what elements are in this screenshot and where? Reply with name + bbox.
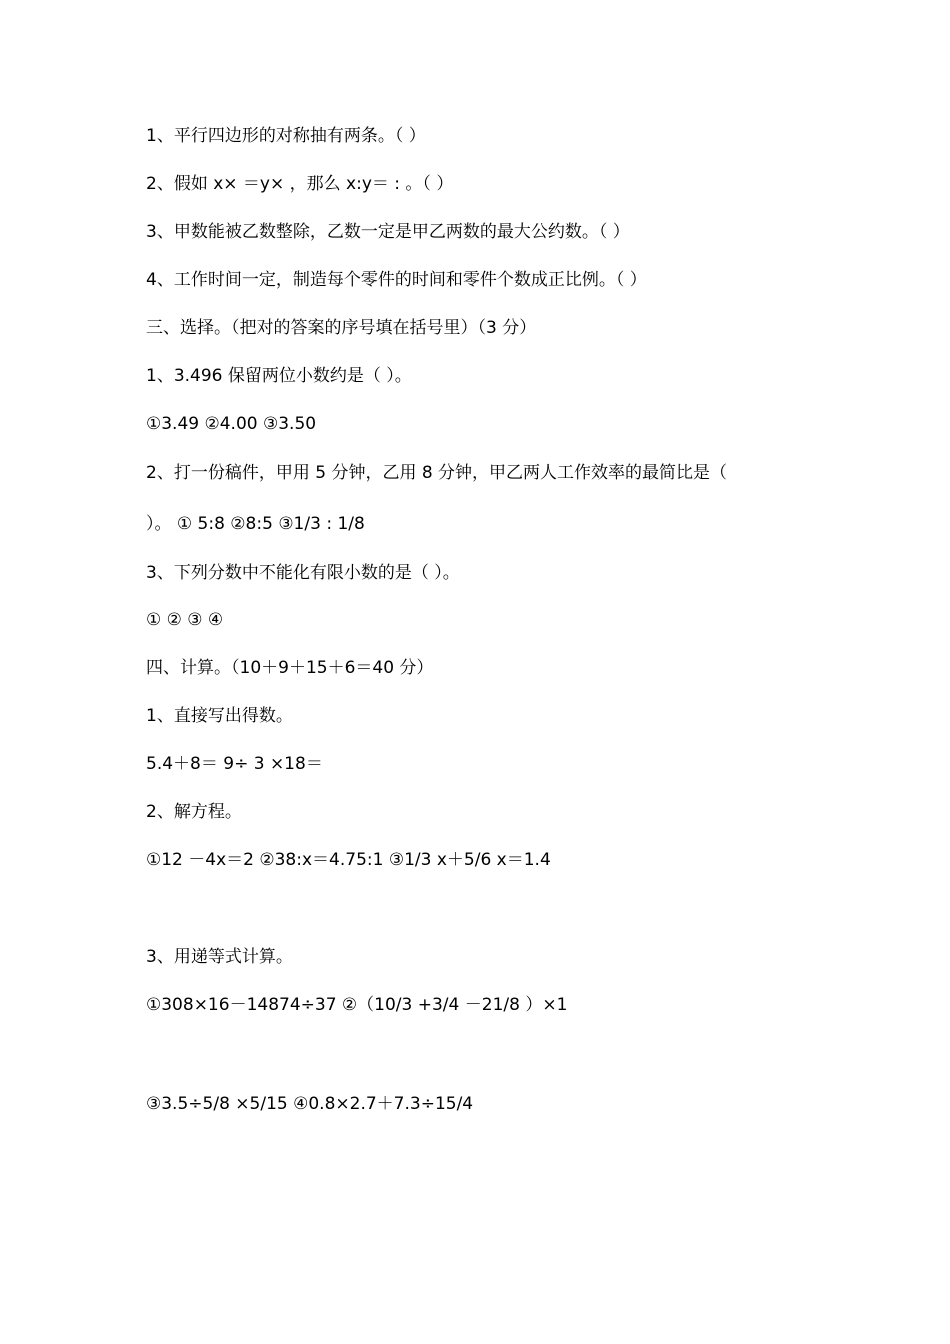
calc-subheading-1: 1、直接写出得数。 (146, 706, 293, 726)
equations-line: ①12 －4x＝2 ②38:x＝4.75:1 ③1/3 x＋5/6 x＝1.4 (146, 850, 551, 870)
section-three-heading: 三、选择。（把对的答案的序号填在括号里）（3 分） (146, 318, 537, 338)
judgment-item-4: 4、工作时间一定，制造每个零件的时间和零件个数成正比例。（ ） (146, 270, 647, 290)
choice-question-3: 3、下列分数中不能化有限小数的是（ ）。 (146, 563, 460, 583)
calc-subheading-3: 3、用递等式计算。 (146, 947, 293, 967)
choice-options-3: ① ② ③ ④ (146, 610, 224, 630)
section-four-heading: 四、计算。（10＋9＋15＋6＝40 分） (146, 658, 434, 678)
stepwise-calc-line-2: ③3.5÷5/8 ×5/15 ④0.8×2.7＋7.3÷15/4 (146, 1094, 474, 1114)
calc-subheading-2: 2、解方程。 (146, 802, 242, 822)
judgment-item-2: 2、假如 x× ＝y× ，那么 x:y＝ : 。（ ） (146, 174, 454, 194)
choice-question-2: 2、打一份稿件，甲用 5 分钟，乙用 8 分钟，甲乙两人工作效率的最简比是（ (146, 463, 728, 483)
choice-options-2: ）。 ① 5:8 ②8:5 ③1/3 : 1/8 (146, 514, 365, 534)
choice-question-1: 1、3.496 保留两位小数约是（ ）。 (146, 366, 412, 386)
judgment-item-3: 3、甲数能被乙数整除，乙数一定是甲乙两数的最大公约数。（ ） (146, 222, 630, 242)
judgment-item-1: 1、平行四边形的对称抽有两条。（ ） (146, 126, 426, 146)
direct-calc-line: 5.4＋8＝ 9÷ 3 ×18＝ (146, 754, 323, 774)
stepwise-calc-line-1: ①308×16－14874÷37 ②（10/3 +3/4 －21/8 ）×1 (146, 995, 568, 1015)
choice-options-1: ①3.49 ②4.00 ③3.50 (146, 414, 317, 434)
